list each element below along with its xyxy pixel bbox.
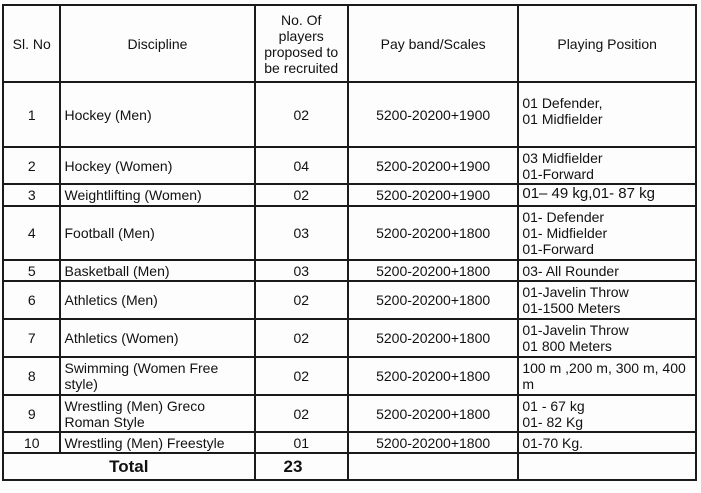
cell-players: 03 [255,206,348,260]
cell-players: 02 [255,184,348,206]
cell-position: 100 m ,200 m, 300 m, 400 m [518,357,696,395]
cell-position: 01 Defender, 01 Midfielder [518,82,696,147]
cell-pay: 5200-20200+1900 [348,184,518,206]
cell-pay: 5200-20200+1800 [348,206,518,260]
cell-pay: 5200-20200+1900 [348,147,518,184]
header-row [3,5,696,82]
cell-position: 01-70 Kg. [518,432,696,453]
cell-players: 02 [255,357,348,395]
cell-pay: 5200-20200+1800 [348,357,518,395]
cell-discipline: Hockey (Women) [60,147,254,184]
cell-players: 03 [255,260,348,281]
cell-discipline: Athletics (Men) [60,281,254,319]
header-pay-band: Pay band/Scales [348,5,518,82]
cell-players: 02 [255,319,348,357]
cell-discipline: Weightlifting (Women) [60,184,254,206]
header-players: No. Of players proposed to be recruited [255,5,348,82]
table-row [3,206,696,260]
header-playing-position: Playing Position [518,5,696,82]
cell-position: 01– 49 kg,01- 87 kg [518,184,696,206]
cell-pay: 5200-20200+1800 [348,395,518,432]
table-row [3,184,696,206]
total-row [3,453,696,480]
table-row [3,395,696,432]
cell-discipline: Wrestling (Men) Freestyle [60,432,254,453]
table-row [3,147,696,184]
cell-position: 01 - 67 kg 01- 82 Kg [518,395,696,432]
cell-sl: 4 [3,206,60,260]
recruitment-table [2,4,697,481]
cell-position: 03- All Rounder [518,260,696,281]
cell-pay: 5200-20200+1800 [348,319,518,357]
table-row [3,432,696,453]
cell-discipline: Hockey (Men) [60,82,254,147]
cell-sl: 10 [3,432,60,453]
cell-players: 02 [255,395,348,432]
cell-discipline: Wrestling (Men) Greco Roman Style [60,395,254,432]
cell-pay: 5200-20200+1800 [348,260,518,281]
cell-sl: 5 [3,260,60,281]
empty-cell [518,453,696,480]
empty-cell [348,453,518,480]
cell-position: 01-Javelin Throw 01-1500 Meters [518,281,696,319]
header-discipline: Discipline [60,5,254,82]
cell-position: 03 Midfielder 01-Forward [518,147,696,184]
header-sl-no: Sl. No [3,5,60,82]
cell-discipline: Athletics (Women) [60,319,254,357]
cell-sl: 3 [3,184,60,206]
cell-position: 01- Defender 01- Midfielder 01-Forward [518,206,696,260]
cell-players: 02 [255,82,348,147]
table-row [3,260,696,281]
cell-sl: 6 [3,281,60,319]
table-row [3,357,696,395]
cell-players: 01 [255,432,348,453]
cell-players: 04 [255,147,348,184]
total-value: 23 [255,453,348,480]
cell-sl: 1 [3,82,60,147]
cell-pay: 5200-20200+1800 [348,281,518,319]
table-row [3,319,696,357]
cell-discipline: Football (Men) [60,206,254,260]
cell-sl: 8 [3,357,60,395]
cell-sl: 2 [3,147,60,184]
cell-discipline: Basketball (Men) [60,260,254,281]
cell-discipline: Swimming (Women Free style) [60,357,254,395]
table-row [3,82,696,147]
cell-players: 02 [255,281,348,319]
cell-pay: 5200-20200+1800 [348,432,518,453]
total-label: Total [3,453,255,480]
cell-pay: 5200-20200+1900 [348,82,518,147]
cell-position: 01-Javelin Throw 01 800 Meters [518,319,696,357]
table-row [3,281,696,319]
cell-sl: 7 [3,319,60,357]
cell-sl: 9 [3,395,60,432]
